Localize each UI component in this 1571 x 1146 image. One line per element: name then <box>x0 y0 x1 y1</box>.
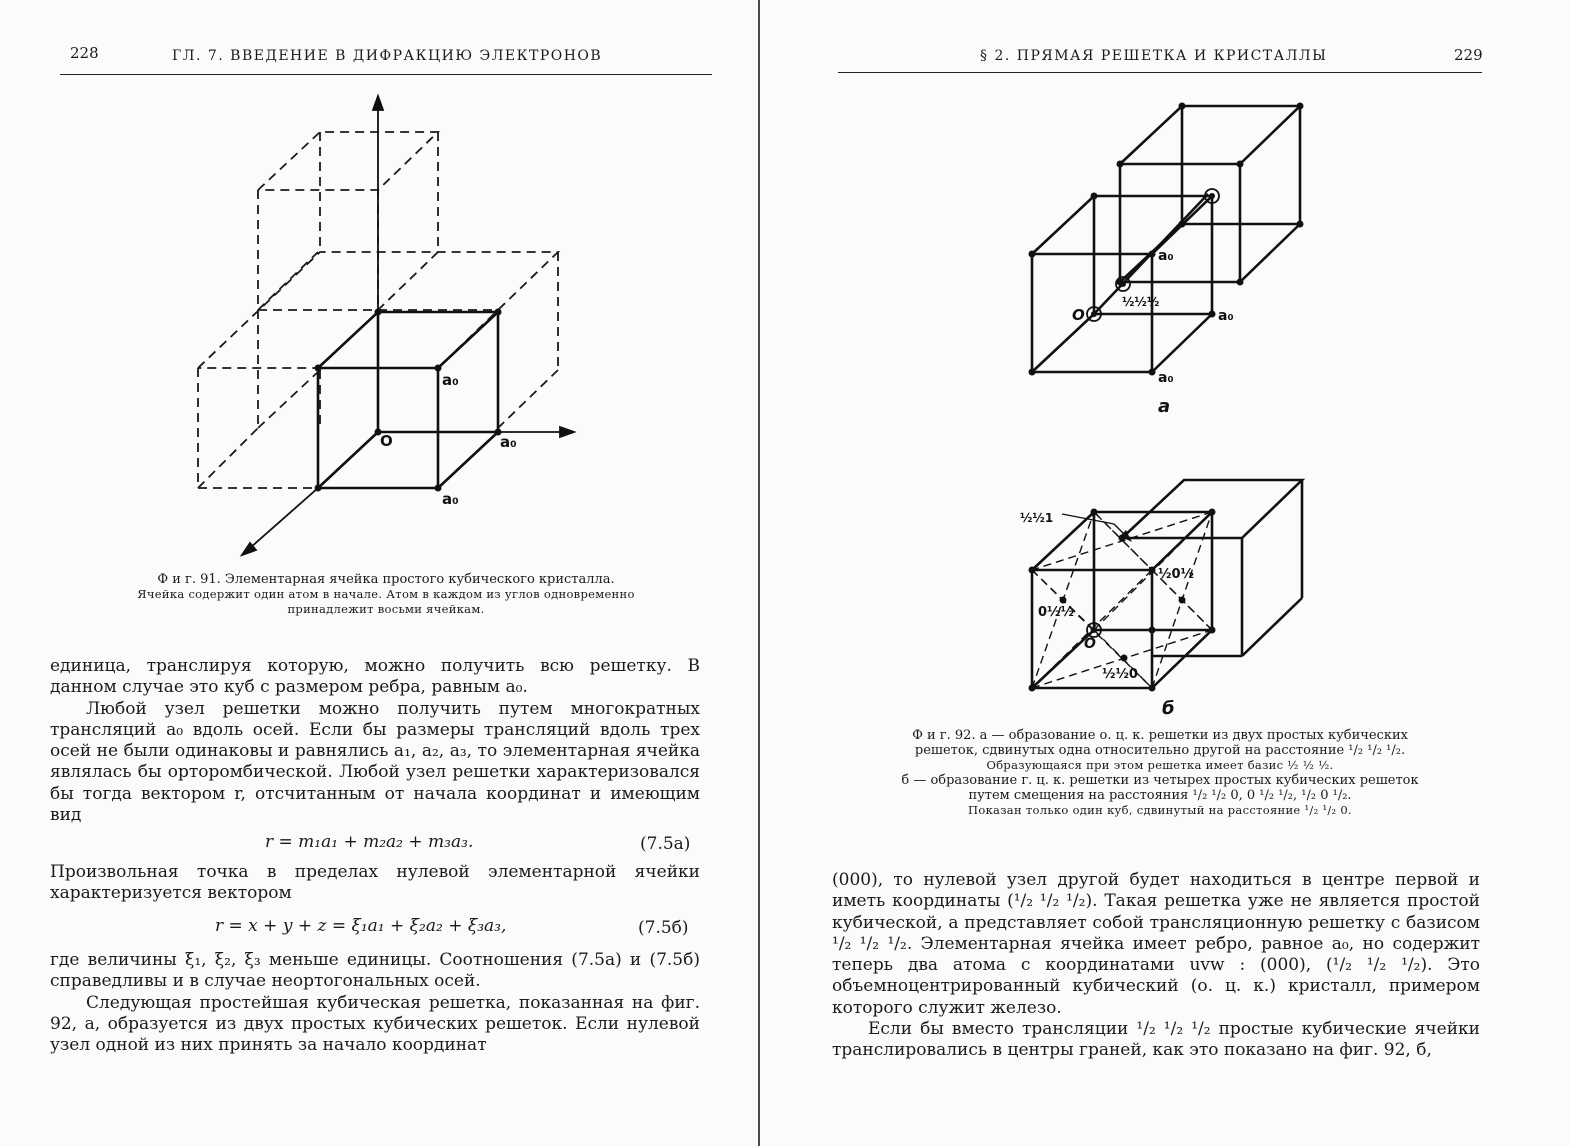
paragraph: Любой узел решетки можно получить путем многократных трансляций a₀ вдоль осей. Если бы размеры трансляций вдоль трех осей не были одинаковы и равнялись a₁, a₂, a₃, то элементарная ячейка являлась бы орторомбической. Любой узел решетки характеризовался бы тогда вектором r, отсчитанным от начала координат и имеющим вид <box>50 698 700 826</box>
figure-92a-bcc-lattice <box>1018 92 1318 422</box>
label-a0-mid: a₀ <box>500 433 517 451</box>
paragraph: (000), то нулевой узел другой будет находиться в центре первой и иметь координаты (¹/₂ ¹/₂ ¹/₂). Такая решетка уже не является простой кубической, а представляет собой трансляционную решетку с базисом ¹/₂ ¹/₂ ¹/₂. Элементарная ячейка имеет ребро, равное a₀, но содержит теперь два атома с координатами uvw : (000), (¹/₂ ¹/₂ ¹/₂). Это объемноцентрированный кубический (о. ц. к.) кристалл, примером которого служит железо. <box>832 870 1480 1018</box>
figure-91-simple-cubic-cell <box>180 90 590 560</box>
label-origin: O <box>380 432 393 450</box>
label-top-point: ½½1 <box>1020 511 1054 525</box>
header-rule <box>838 72 1482 73</box>
label-origin: O <box>1084 636 1096 652</box>
equation-number: (7.5б) <box>638 918 689 938</box>
paragraph: Следующая простейшая кубическая решетка, показанная на фиг. 92, а, образуется из двух простых кубических решеток. Если нулевой узел одной из них принять за начало координат <box>50 992 700 1056</box>
figure-92-caption <box>830 728 1490 818</box>
running-head: § 2. ПРЯМАЯ РЕШЕТКА И КРИСТАЛЛЫ <box>980 48 1328 64</box>
label-left-face: 0½½ <box>1038 605 1074 620</box>
body-text <box>832 870 1480 1062</box>
page-number: 229 <box>1454 46 1483 64</box>
paragraph: Если бы вместо трансляции ¹/₂ ¹/₂ ¹/₂ простые кубические ячейки транслировались в центры граней, как это показано на фиг. 92, б, <box>832 1019 1480 1061</box>
caption-line: Ф и г. 91. Элементарная ячейка простого кубического кристалла. <box>157 572 615 587</box>
caption-line: принадлежит восьми ячейкам. <box>287 602 485 616</box>
equation-7-5b: r = x + y + z = ξ₁a₁ + ξ₂a₂ + ξ₃a₃, <box>215 916 507 936</box>
caption-line: решеток, сдвинутых одна относительно другой на расстояние ¹/₂ ¹/₂ ¹/₂. <box>914 743 1406 758</box>
caption-line: Ф и г. 92. а — образование о. ц. к. решетки из двух простых кубических <box>912 728 1408 743</box>
page-number: 228 <box>70 44 99 62</box>
left-page <box>0 0 770 1146</box>
label-a0: a₀ <box>1158 248 1174 264</box>
equation-7-5a: r = m₁a₁ + m₂a₂ + m₃a₃. <box>265 832 474 852</box>
figure-91-caption <box>60 572 712 617</box>
caption-line: путем смещения на расстояния ¹/₂ ¹/₂ 0, 0 ¹/₂ ¹/₂, ¹/₂ 0 ¹/₂. <box>968 788 1352 803</box>
equation-number: (7.5а) <box>640 834 691 854</box>
paragraph: где величины ξ₁, ξ₂, ξ₃ меньше единицы. Соотношения (7.5а) и (7.5б) справедливы и в случае неортогональных осей. <box>50 950 700 992</box>
label-origin: O <box>1072 306 1085 324</box>
caption-line: Образующаяся при этом решетка имеет базис ½ ½ ½. <box>986 758 1334 772</box>
label-body-center: ½½½ <box>1122 295 1160 309</box>
paragraph: единица, транслируя которую, можно получить всю решетку. В данном случае это куб с размером ребра, равным a₀. <box>50 656 700 698</box>
figure-letter-b: б <box>1162 698 1175 719</box>
body-text-top <box>50 656 700 826</box>
label-a0: a₀ <box>1158 370 1174 386</box>
caption-line: Ячейка содержит один атом в начале. Атом в каждом из углов одновременно <box>137 587 635 601</box>
caption-line: Показан только один куб, сдвинутый на расстояние ¹/₂ ¹/₂ 0. <box>968 803 1352 817</box>
body-text-bottom <box>50 950 700 1056</box>
label-bottom-face: ½½0 <box>1102 667 1138 682</box>
figure-letter-a: а <box>1158 396 1171 417</box>
label-a0-bottom: a₀ <box>442 490 459 508</box>
caption-line: б — образование г. ц. к. решетки из четырех простых кубических решеток <box>901 773 1419 788</box>
label-a0: a₀ <box>1218 308 1234 324</box>
figure-92b-fcc-lattice <box>1018 470 1318 720</box>
label-right-face: ½0½ <box>1158 567 1194 582</box>
label-a0-top: a₀ <box>442 371 459 389</box>
body-text-mid <box>50 862 700 905</box>
header-rule <box>60 74 712 75</box>
paragraph: Произвольная точка в пределах нулевой элементарной ячейки характеризуется вектором <box>50 862 700 904</box>
right-page <box>790 0 1571 1146</box>
running-head: ГЛ. 7. ВВЕДЕНИЕ В ДИФРАКЦИЮ ЭЛЕКТРОНОВ <box>172 48 603 64</box>
